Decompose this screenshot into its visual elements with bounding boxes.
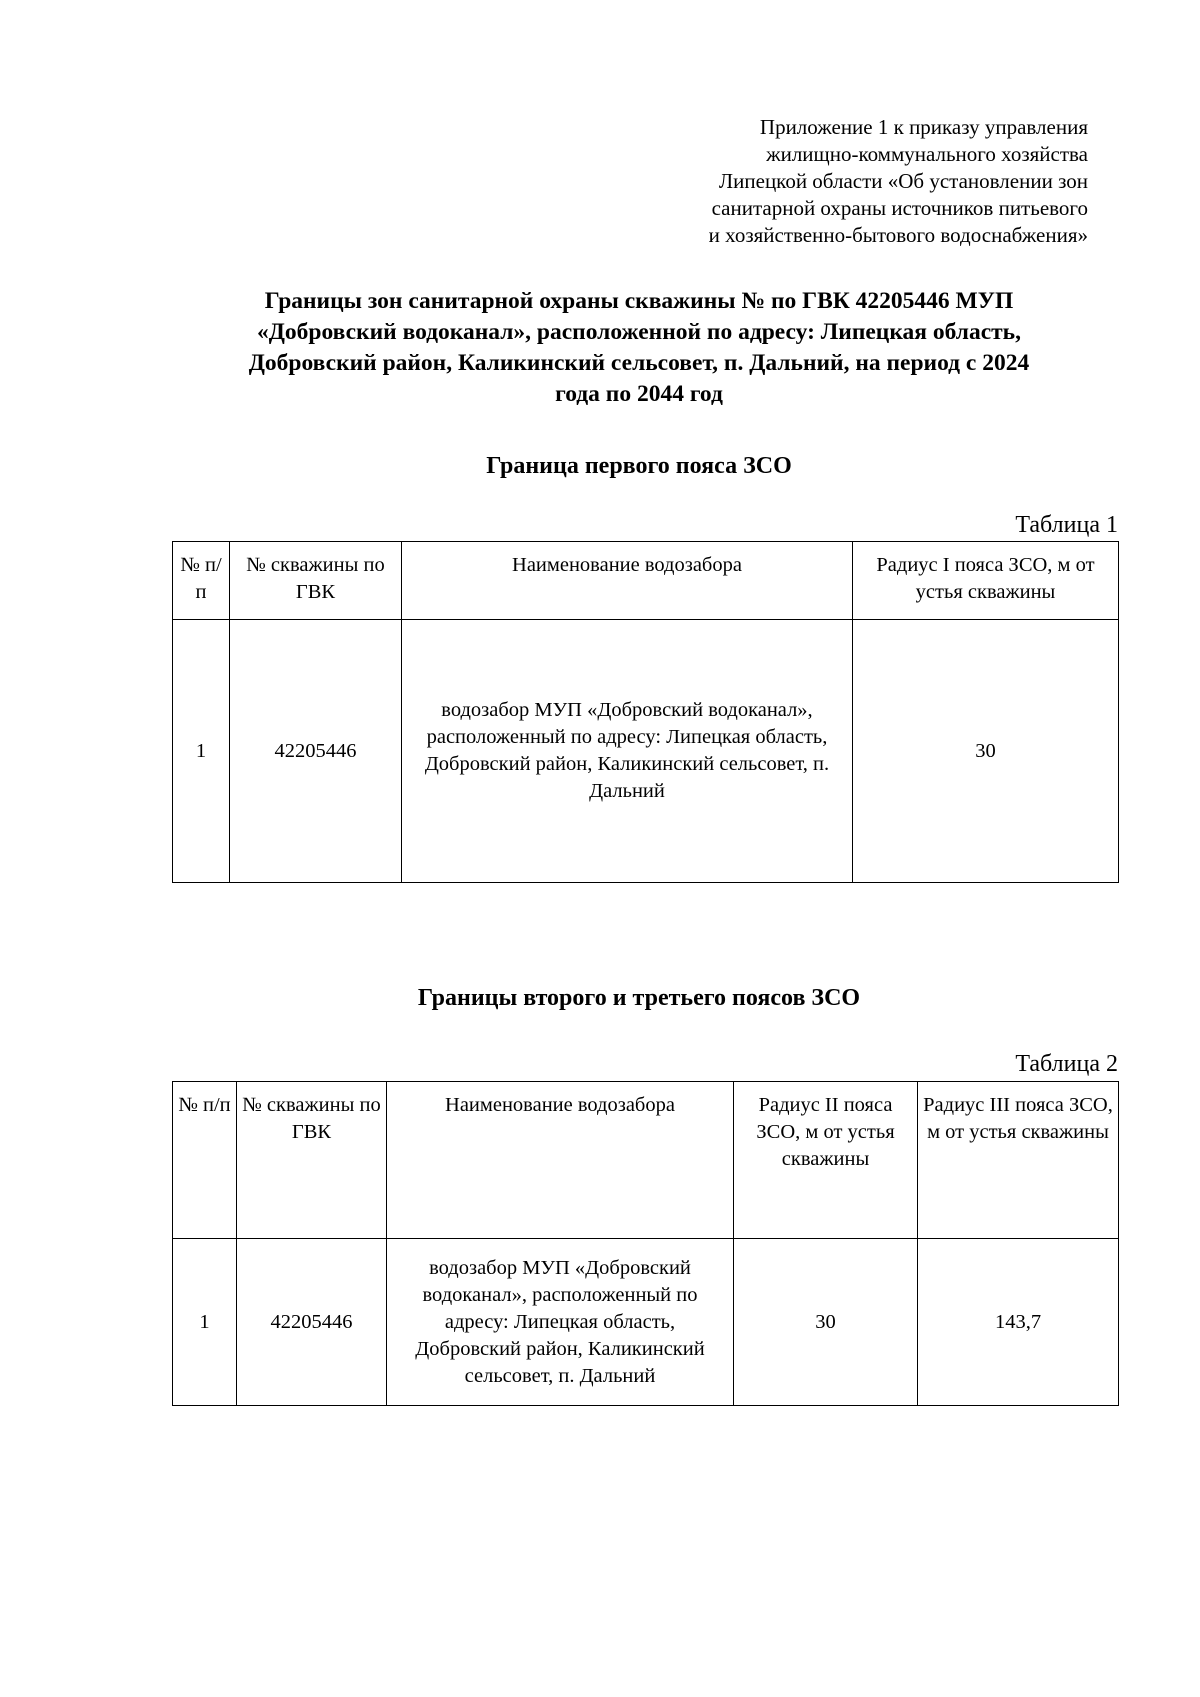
header-cell-number: № п/п bbox=[173, 542, 230, 620]
cell-radius1: 30 bbox=[853, 620, 1119, 883]
header-cell-radius2: Радиус II пояса ЗСО, м от устья скважины bbox=[734, 1082, 918, 1239]
appendix-line: Приложение 1 к приказу управления bbox=[759, 115, 1088, 139]
table-row bbox=[173, 620, 1119, 883]
title-line: Границы зон санитарной охраны скважины № по ГВК 42205446 МУП bbox=[264, 288, 1014, 314]
appendix-note bbox=[628, 114, 1088, 249]
header-cell-radius3: Радиус III пояса ЗСО, м от устья скважины bbox=[918, 1082, 1119, 1239]
table1-label: Таблица 1 bbox=[1015, 512, 1118, 538]
cell-well: 42205446 bbox=[237, 1239, 387, 1406]
appendix-line: и хозяйственно-бытового водоснабжения» bbox=[708, 223, 1088, 247]
header-cell-well: № скважины по ГВК bbox=[237, 1082, 387, 1239]
cell-name: водозабор МУП «Добровский водоканал», расположенный по адресу: Липецкая область, Добровский район, Каликинский сельсовет, п. Дальний bbox=[402, 620, 853, 883]
appendix-line: Липецкой области «Об установлении зон bbox=[718, 169, 1088, 193]
cell-number: 1 bbox=[173, 1239, 237, 1406]
table2-label: Таблица 2 bbox=[1015, 1051, 1118, 1077]
table-zone1 bbox=[172, 541, 1119, 883]
title-line: Добровский район, Каликинский сельсовет, п. Дальний, на период с 2024 bbox=[248, 350, 1030, 376]
section2-heading: Границы второго и третьего поясов ЗСО bbox=[417, 985, 861, 1011]
header-cell-name: Наименование водозабора bbox=[387, 1082, 734, 1239]
cell-well: 42205446 bbox=[230, 620, 402, 883]
table-header-row bbox=[173, 542, 1119, 620]
header-cell-number: № п/п bbox=[173, 1082, 237, 1239]
table-header-row bbox=[173, 1082, 1119, 1239]
section1-heading: Граница первого пояса ЗСО bbox=[486, 453, 792, 479]
cell-radius3: 143,7 bbox=[918, 1239, 1119, 1406]
title-line: «Добровский водоканал», расположенной по адресу: Липецкая область, bbox=[257, 319, 1021, 345]
title-line: года по 2044 год bbox=[555, 381, 723, 407]
header-cell-radius1: Радиус I пояса ЗСО, м от устья скважины bbox=[853, 542, 1119, 620]
table-row bbox=[173, 1239, 1119, 1406]
cell-name: водозабор МУП «Добровский водоканал», расположенный по адресу: Липецкая область, Добровский район, Каликинский сельсовет, п. Дальний bbox=[387, 1239, 734, 1406]
table-zone2-3 bbox=[172, 1081, 1119, 1406]
appendix-line: жилищно-коммунального хозяйства bbox=[766, 142, 1088, 166]
header-cell-well: № скважины по ГВК bbox=[230, 542, 402, 620]
cell-number: 1 bbox=[173, 620, 230, 883]
document-title bbox=[160, 286, 1118, 410]
cell-radius2: 30 bbox=[734, 1239, 918, 1406]
header-cell-name: Наименование водозабора bbox=[402, 542, 853, 620]
appendix-line: санитарной охраны источников питьевого bbox=[711, 196, 1088, 220]
